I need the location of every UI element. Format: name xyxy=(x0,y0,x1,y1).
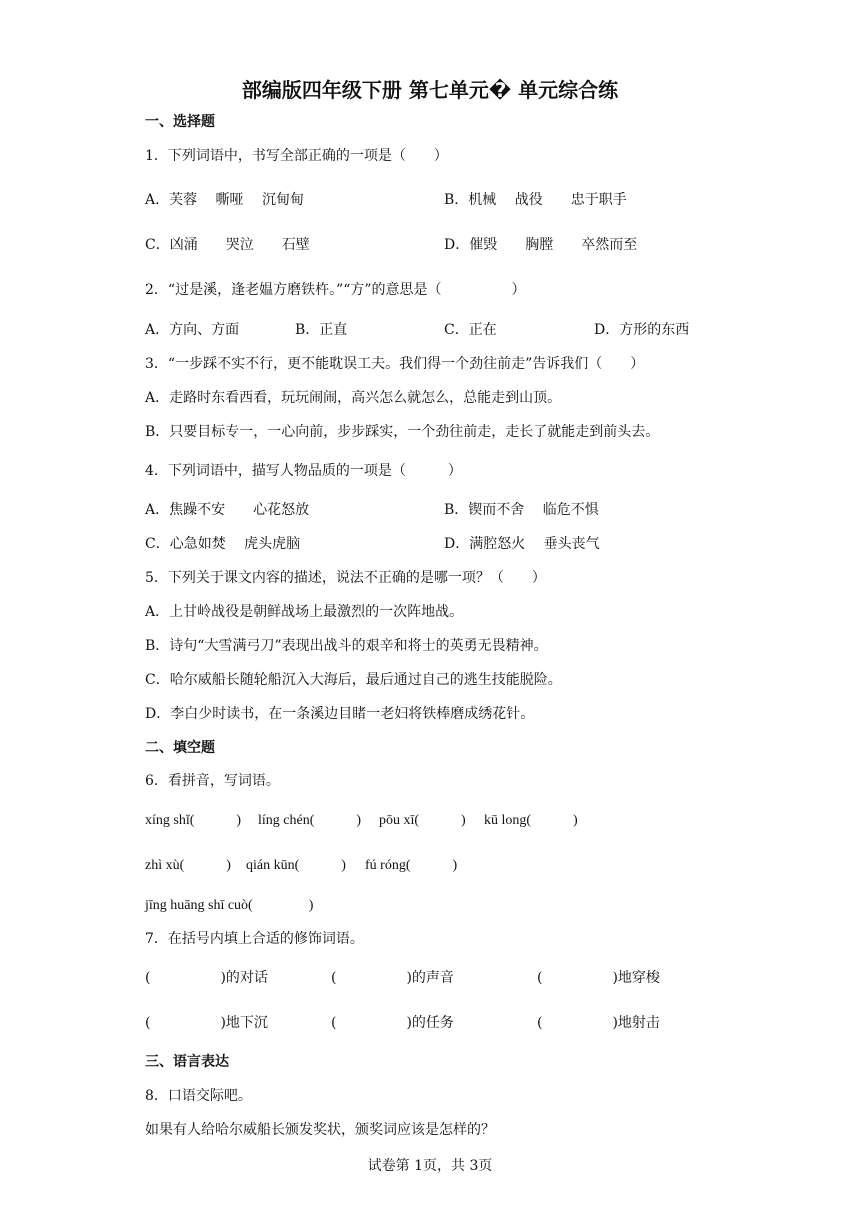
fill-blank-item: ( )的任务 xyxy=(331,1015,454,1031)
fill-blank-item: ( )的声音 xyxy=(331,970,454,986)
pinyin-item: pōu xī( ) xyxy=(379,813,466,828)
pinyin-item: qián kūn( ) xyxy=(246,858,346,873)
fill-blank-item: ( )地穿梭 xyxy=(537,970,660,986)
question-4-option-c: C．心急如焚 虎头虎脑 xyxy=(145,536,301,552)
question-8-stem: 8．口语交际吧。 xyxy=(145,1088,252,1104)
fill-blank-item: ( )地下沉 xyxy=(145,1015,268,1031)
question-4-option-d: D．满腔怒火 垂头丧气 xyxy=(444,536,600,552)
fill-blank-item: ( )地射击 xyxy=(537,1015,660,1031)
section-heading-expression: 三、语言表达 xyxy=(145,1054,229,1070)
question-7-stem: 7．在括号内填上合适的修饰词语。 xyxy=(145,931,364,947)
question-6-stem: 6．看拼音，写词语。 xyxy=(145,773,280,789)
question-5-option-b: B．诗句“大雪满弓刀”表现出战斗的艰辛和将士的英勇无畏精神。 xyxy=(145,638,548,654)
page-title: 部编版四年级下册 第七单元� 单元综合练 xyxy=(241,78,619,102)
question-3-option-b: B．只要目标专一，一心向前，步步踩实，一个劲往前走，走长了就能走到前头去。 xyxy=(145,424,660,440)
page-footer: 试卷第 1页，共 3页 xyxy=(367,1158,493,1174)
question-2-option-a: A．方向、方面 xyxy=(145,322,240,338)
question-4-option-a: A．焦躁不安 心花怒放 xyxy=(145,502,310,518)
question-1-option-a: A．芙蓉 嘶哑 沉甸甸 xyxy=(145,192,305,208)
pinyin-item: kū long( ) xyxy=(484,813,578,828)
question-2-option-c: C．正在 xyxy=(444,322,497,338)
question-3-stem: 3．“一步踩不实不行，更不能耽误工夫。我们得一个劲往前走”告诉我们（ ） xyxy=(145,356,645,372)
pinyin-item: líng chén( ) xyxy=(258,813,362,828)
pinyin-item: jīng huāng shī cuò( ) xyxy=(145,898,314,913)
pinyin-item: fú róng( ) xyxy=(365,858,458,873)
pinyin-item: zhì xù( ) xyxy=(145,858,231,873)
question-1-option-d: D．催毁 胸膛 卒然而至 xyxy=(444,237,638,253)
question-2-option-d: D．方形的东西 xyxy=(594,322,690,338)
question-5-option-c: C．哈尔威船长随轮船沉入大海后，最后通过自己的逃生技能脱险。 xyxy=(145,672,562,688)
section-heading-choice: 一、选择题 xyxy=(145,114,215,130)
question-5-option-d: D．李白少时读书，在一条溪边目睹一老妇将铁棒磨成绣花针。 xyxy=(145,706,535,722)
section-heading-fill: 二、填空题 xyxy=(145,740,215,756)
pinyin-item: xíng shǐ( ) xyxy=(145,813,242,828)
question-4-stem: 4．下列词语中，描写人物品质的一项是（ ） xyxy=(145,463,462,479)
question-4-option-b: B．锲而不舍 临危不惧 xyxy=(444,502,599,518)
question-1-stem: 1．下列词语中，书写全部正确的一项是（ ） xyxy=(145,148,448,164)
question-2-option-b: B．正直 xyxy=(295,322,348,338)
question-8-prompt: 如果有人给哈尔威船长颁发奖状，颁奖词应该是怎样的？ xyxy=(145,1122,495,1138)
fill-blank-item: ( )的对话 xyxy=(145,970,268,986)
question-5-option-a: A．上甘岭战役是朝鲜战场上最激烈的一次阵地战。 xyxy=(145,604,464,620)
question-2-stem: 2．“过是溪，逢老媪方磨铁杵。”“方”的意思是（ ） xyxy=(145,282,526,298)
question-5-stem: 5．下列关于课文内容的描述，说法不正确的是哪一项？（ ） xyxy=(145,570,546,586)
question-1-option-c: C．凶涌 哭泣 石壁 xyxy=(145,237,310,253)
question-1-option-b: B．机械 战役 忠于职手 xyxy=(444,192,627,208)
question-3-option-a: A．走路时东看西看，玩玩闹闹，高兴怎么就怎么，总能走到山顶。 xyxy=(145,390,562,406)
